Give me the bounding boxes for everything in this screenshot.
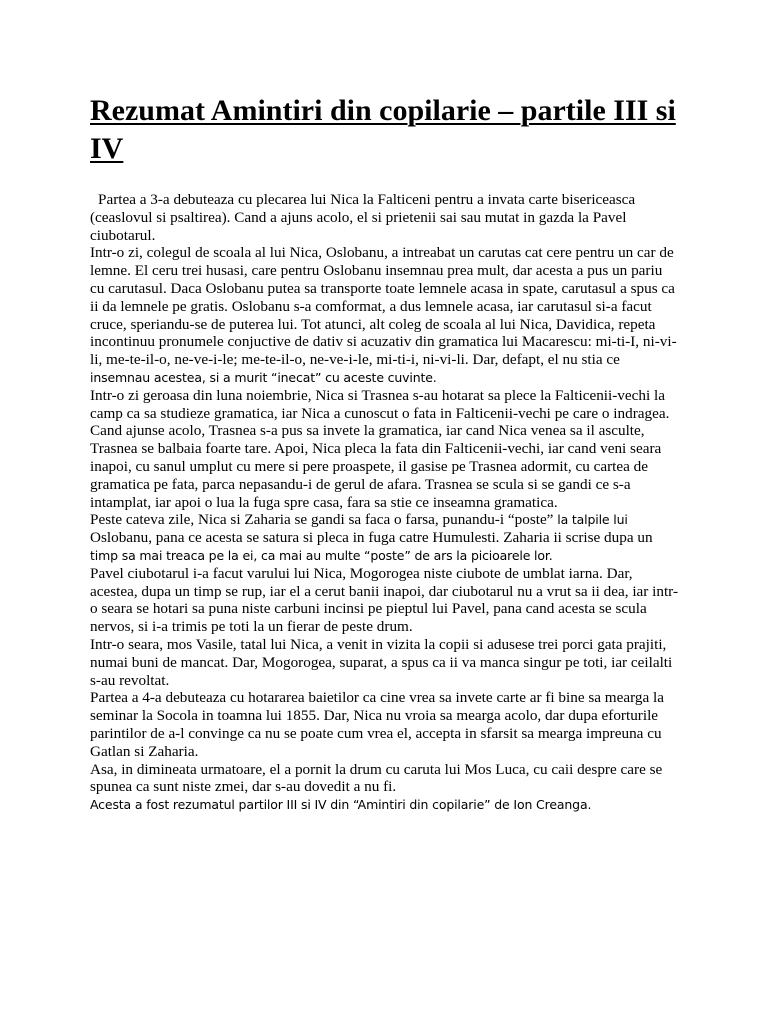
paragraph-8: Asa, in dimineata urmatoare, el a pornit la drum cu caruta lui Mos Luca, cu caii despre care se spunea ca sunt niste zmei, dar s-au dovedit a nu fi.	[90, 760, 663, 796]
paragraph-4-text-start: Peste cateva zile, Nica si Zaharia se gandi sa faca o farsa, punandu-i “poste”	[90, 511, 554, 529]
paragraph-5: Pavel ciubotarul i-a facut varului lui Nica, Mogorogea niste ciubote de umblat iarna. Dar, acestea, dupa un timp se rup, iar el a cerut banii inapoi, dar ciubotarul nu a vrut sa ii dea, iar intr-o seara se hotari sa puna niste carbuni incinsi pe pieptul lui Pavel, pana cand acesta se scula nervos, si i-a trimis pe toti la un fierar de peste drum.	[90, 564, 678, 636]
paragraph-3: Intr-o zi geroasa din luna noiembrie, Nica si Trasnea s-au hotarat sa plece la Falticenii-vechi la camp ca sa studieze gramatica, iar Nica a cunoscut o fata in Falticenii-vechi pe care o indragea. Cand ajunse acolo, Trasnea s-a pus sa invete la gramatica, iar cand Nica venea sa il asculte, Trasnea se balbaia foarte tare. Apoi, Nica pleca la fata din Falticenii-vechi, iar cand veni seara inapoi, cu sanul umplut cu mere si pere proaspete, il gasise pe Trasnea adormit, cu cartea de gramatica pe fata, parca nepasandu-i de gerul de afara. Trasnea se scula si se gandi ce s-a intamplat, iar apoi o lua la fuga spre casa, fara sa stie ce inseamna gramatica.	[90, 386, 670, 511]
paragraph-4-text-inline: la talpile lui	[553, 512, 628, 528]
document-title: Rezumat Amintiri din copilarie – partile III si IV	[90, 94, 676, 165]
paragraph-4-ending: timp sa mai treaca pe la ei, ca mai au multe “poste” de ars la picioarele lor.	[90, 547, 553, 563]
paragraph-9: Acesta a fost rezumatul partilor III si IV din “Amintiri din copilarie” de Ion Creanga.	[90, 797, 592, 813]
document-page	[90, 92, 680, 814]
paragraph-7: Partea a 4-a debuteaza cu hotararea baietilor ca cine vrea sa invete carte ar fi bine sa mearga la seminar la Socola in toamna lui 1855. Dar, Nica nu vroia sa mearga acolo, dar dupa eforturile parintilor de a-l convinge ca nu se poate cum vrea el, accepta in sfarsit sa mearga impreuna cu Gatlan si Zaharia.	[90, 689, 664, 760]
paragraph-2	[90, 244, 680, 386]
paragraph-6: Intr-o seara, mos Vasile, tatal lui Nica, a venit in vizita la copii si adusese trei porci gata prajiti, numai buni de mancat. Dar, Mogorogea, suparat, a spus ca ii va manca singur pe toti, iar ceilalti s-au revoltat.	[90, 635, 673, 689]
paragraph-4-text-middle: Oslobanu, pana ce acesta se satura si pleca in fuga catre Humulesti. Zaharia ii scrise dupa un	[90, 529, 653, 547]
document-body	[90, 191, 680, 814]
paragraph-1: Partea a 3-a debuteaza cu plecarea lui Nica la Falticeni pentru a invata carte bisericeasca (ceaslovul si psaltirea). Cand a ajuns acolo, el si prietenii sai sau mutat in gazda la Pavel ciubotarul.	[90, 191, 636, 244]
paragraph-2-ending: insemnau acestea, si a murit “inecat” cu aceste cuvinte.	[90, 369, 437, 385]
paragraph-4	[90, 511, 680, 564]
paragraph-2-text: Intr-o zi, colegul de scoala al lui Nica, Oslobanu, a intreabat un carutas cat cere pentru un car de lemne. El ceru trei husasi, care pentru Oslobanu insemnau prea mult, dar acesta a pus un pariu cu carutasul. Daca Oslobanu putea sa transporte toate lemnele acasa in spate, carutasul a spus ca ii da lemnele pe gratis. Oslobanu s-a comformat, a dus lemnele acasa, iar carutasul si-a facut cruce, speriandu-se de puterea lui. Tot atunci, alt coleg de scoala al lui Nica, Davidica, repeta incontinuu pronumele conjuctive de dativ si acuzativ din gramatica lui Macarescu: mi-ti-I, ni-vi-li, me-te-il-o, ne-ve-i-le; me-te-il-o, ne-ve-i-le, mi-ti-i, ni-vi-li. Dar, defapt, el nu stia ce	[90, 244, 677, 369]
